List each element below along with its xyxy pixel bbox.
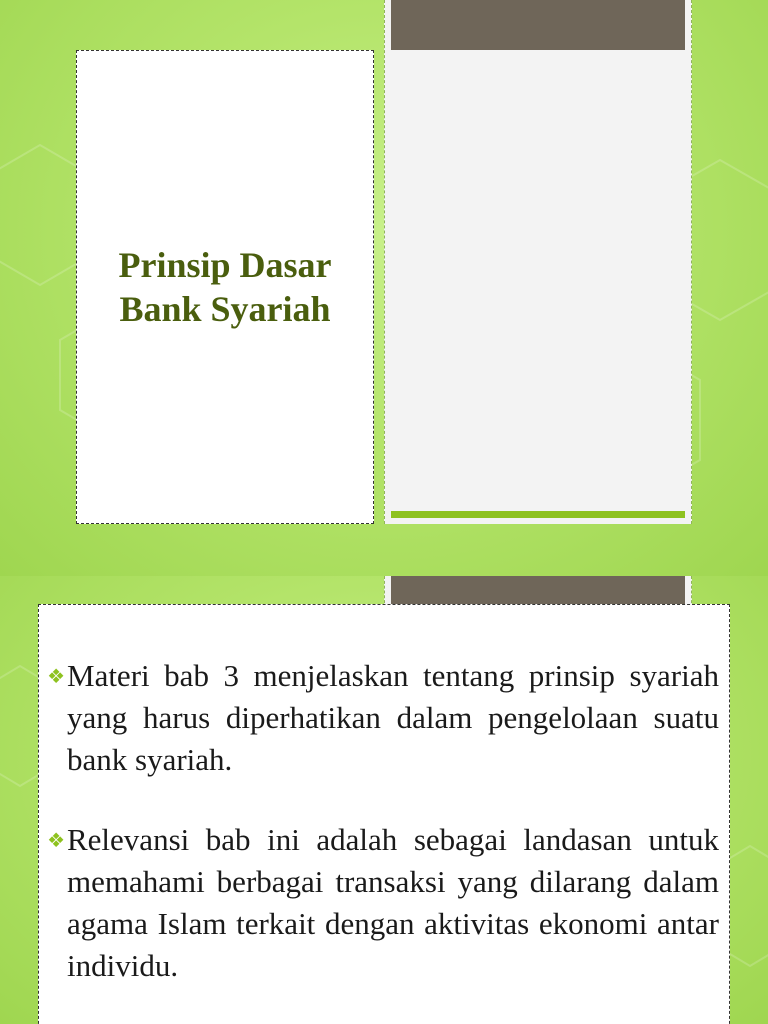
panel-accent-line: [391, 511, 685, 518]
panel-header-bar: [391, 0, 685, 50]
title-line-2: Bank Syariah: [119, 289, 331, 329]
diamond-bullet-icon: ❖: [47, 664, 65, 688]
bullet-text: Materi bab 3 menjelaskan tentang prinsip syariah yang harus diperhatikan dalam pengelolaan suatu bank syariah.: [67, 658, 719, 777]
content-box: [38, 604, 730, 1024]
slide-title: [110, 243, 339, 331]
bullet-item: [39, 819, 719, 987]
title-box: [76, 50, 374, 524]
content-slide: [0, 576, 768, 1024]
title-line-1: Prinsip Dasar: [118, 245, 332, 285]
bullet-item: [39, 655, 719, 781]
diamond-bullet-icon: ❖: [47, 828, 65, 852]
bullet-text: Relevansi bab ini adalah sebagai landasan untuk memahami berbagai transaksi yang dilarang dalam agama Islam terkait dengan aktivitas ekonomi antar individu.: [67, 822, 719, 983]
decorative-right-panel: [384, 0, 692, 524]
